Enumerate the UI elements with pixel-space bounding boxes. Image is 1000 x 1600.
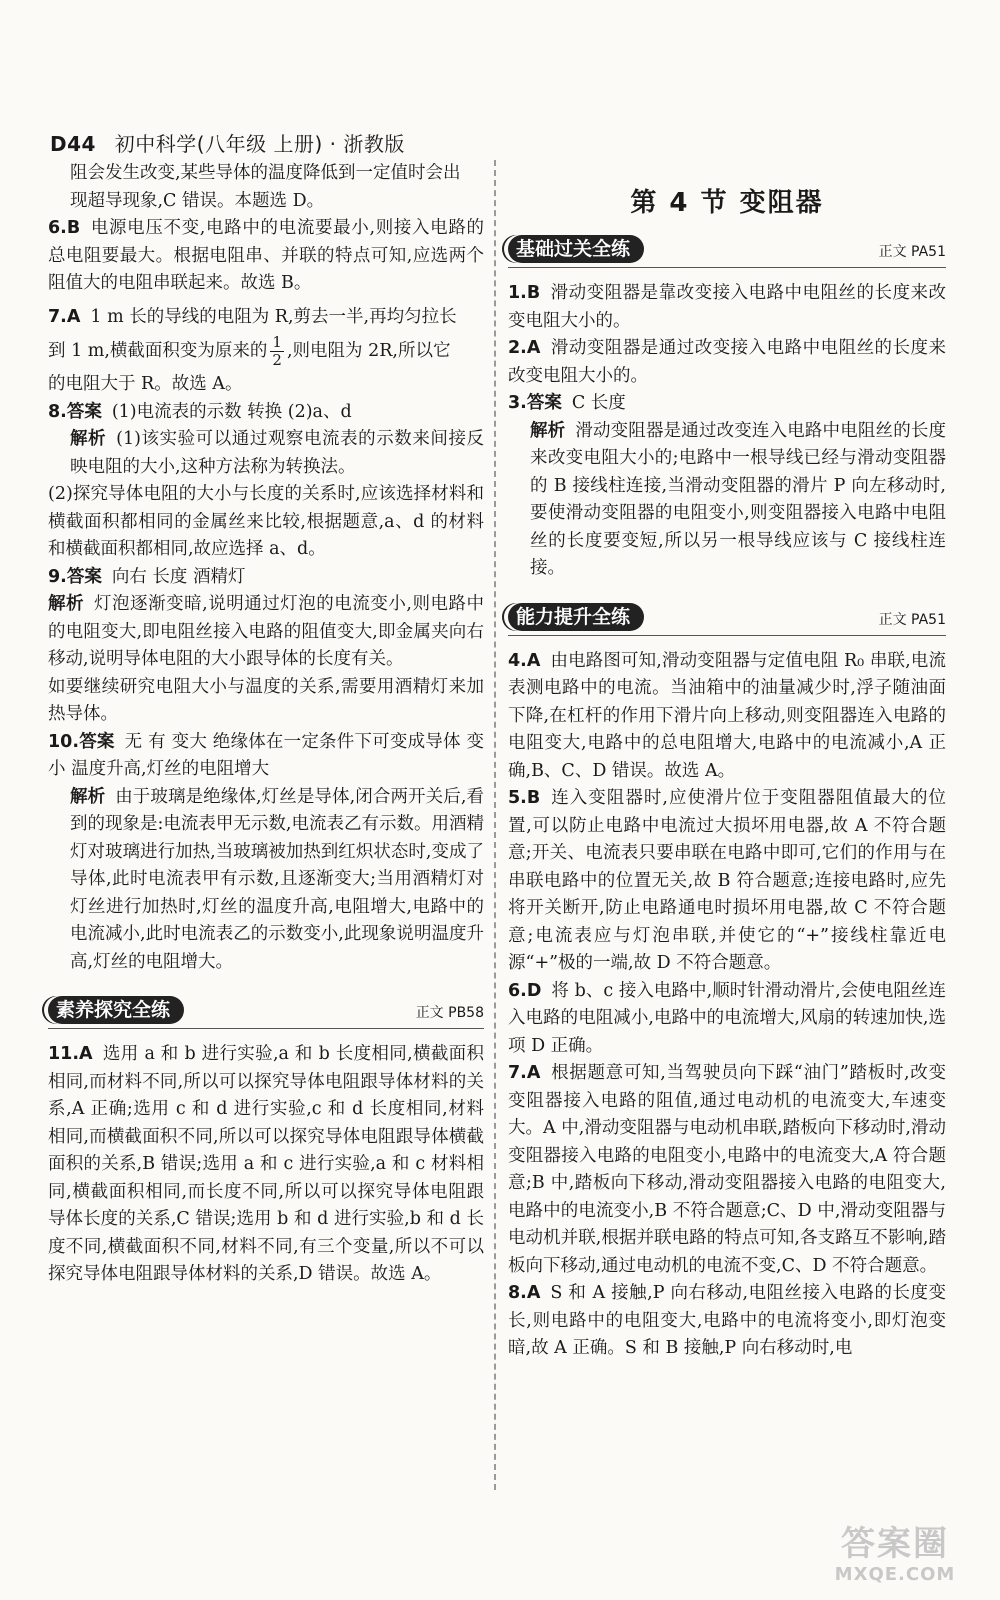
page-number: D44 <box>50 132 96 156</box>
fraction-denominator: 2 <box>272 351 282 369</box>
section-title: 第 4 节 变阻器 <box>630 188 824 218</box>
answer-7-line2 <box>48 331 484 371</box>
section-answer-8-number: 8.A <box>508 1283 541 1303</box>
section-answer-3-answer: C 长度 <box>571 393 626 413</box>
section-answer-4-text: 由电路图可知,滑动变阻器与定值电阻 R₀ 串联,电流表测电路中的电流。当油箱中的油量减少时,浮子随油面下降,在杠杆的作用下滑片向上移动,则变阻器连入电路的电阻变大,电路中的总电阻增大,电路中的电流减小,A 正确,B、C、D 错误。故选 A。 <box>508 650 946 781</box>
banner-ability-practice <box>508 601 946 636</box>
answer-7-line1: 1 m 长的导线的电阻为 R,剪去一半,再均匀拉长 <box>90 306 457 327</box>
answer-8-number: 8.答案 <box>48 401 102 422</box>
section-answer-3-number: 3.答案 <box>508 393 562 413</box>
page-header <box>50 128 405 157</box>
answer-7-line2-a: 到 1 m,横截面积变为原来的 <box>48 341 268 361</box>
analysis-label: 解析 <box>70 429 107 449</box>
answer-10-number: 10.答案 <box>48 731 115 752</box>
answer-11 <box>48 1041 484 1289</box>
answer-6 <box>48 215 484 298</box>
fraction-numerator: 1 <box>272 333 282 351</box>
continued-text-2: 现超导现象,C 错误。本题选 D。 <box>70 190 325 211</box>
answer-11-number: 11.A <box>48 1044 93 1064</box>
continued-text-1: 阻会发生改变,某些导体的温度降低到一定值时会出 <box>70 163 461 183</box>
answer-8-analysis-2: (2)探究导体电阻的大小与长度的关系时,应该选择材料和横截面积都相同的金属丝来比较,根据题意,a、d 的材料和横截面积都相同,故应选择 a、d。 <box>48 484 484 559</box>
answer-11-text: 选用 a 和 b 进行实验,a 和 b 长度相同,横截面积相同,而材料不同,所以可以探究导体电阻跟导体材料的关系,A 正确;选用 c 和 d 进行实验,c 和 d 长度相同,材料相同,而横截面积不同,所以可以探究导体电阻跟导体横截面积的关系,B 错误;选用 a 和 c 进行实验,a 和 c 材料相同,横截面积相同,而长度不同,所以可以探究导体电阻跟导体长度的关系,C 错误;选用 b 和 d 进行实验,b 和 d 长度不同,横截面积不同,材料不同,有三个变量,所以不可以探究导体电阻跟导体材料的关系,D 错误。故选 A。 <box>48 1044 484 1284</box>
banner-literacy-practice <box>48 994 484 1029</box>
answer-10 <box>48 729 484 784</box>
column-divider <box>494 160 496 1490</box>
answer-8-analysis <box>48 426 484 481</box>
right-column <box>508 160 946 1363</box>
answer-10-answer: 无 有 变大 绝缘体在一定条件下可变成导体 变小 温度升高,灯丝的电阻增大 <box>48 731 484 779</box>
banner-title: 能力提升全练 <box>508 603 644 631</box>
fraction-one-half <box>270 334 284 369</box>
section-answer-4 <box>508 648 946 786</box>
section-answer-1-number: 1.B <box>508 283 541 303</box>
watermark-logo <box>820 1524 970 1586</box>
answer-7-number: 7.A <box>48 306 81 327</box>
section-answer-2 <box>508 335 946 390</box>
answer-7 <box>48 304 484 332</box>
section-answer-3-analysis <box>508 418 946 583</box>
answer-10-analysis-text: 由于玻璃是绝缘体,灯丝是导体,闭合两开关后,看到的现象是:电流表甲无示数,电流表乙有示数。用酒精灯对玻璃进行加热,当玻璃被加热到红炽状态时,变成了导体,此时电流表甲有示数,且逐渐变大;当用酒精灯对灯丝进行加热时,灯丝的温度升高,电阻增大,电路中的电流减小,此时电流表乙的示数变小,此现象说明温度升高,灯丝的电阻增大。 <box>70 786 485 972</box>
watermark-line1: 答案圈 <box>841 1524 949 1564</box>
answer-9-analysis <box>48 591 484 674</box>
banner-title: 素养探究全练 <box>48 996 184 1024</box>
answer-7-line2-b: ,则电阻为 2R,所以它 <box>286 341 451 361</box>
analysis-label: 解析 <box>530 420 566 441</box>
section-answer-7 <box>508 1060 946 1280</box>
banner-title: 基础过关全练 <box>508 235 644 263</box>
answer-10-analysis <box>48 784 484 977</box>
answer-9-analysis-1: 灯泡逐渐变暗,说明通过灯泡的电流变小,则电路中的电阻变大,即电阻丝接入电路的阻值变大,即金属夹向右移动,说明导体电阻的大小跟导体的长度有关。 <box>48 594 484 669</box>
section-answer-6 <box>508 978 946 1061</box>
analysis-label: 解析 <box>70 786 106 807</box>
section-answer-8-text: S 和 A 接触,P 向右移动,电阻丝接入电路的长度变长,则电路中的电阻变大,电路中的电流将变小,即灯泡变暗,故 A 正确。S 和 B 接触,P 向右移动时,电 <box>508 1283 946 1358</box>
book-title: 初中科学(八年级 上册) · 浙教版 <box>114 132 405 156</box>
section-answer-2-text: 滑动变阻器是通过改变接入电路中电阻丝的长度来改变电阻大小的。 <box>508 338 946 386</box>
section-answer-1 <box>508 280 946 335</box>
answer-6-number: 6.B <box>48 218 81 238</box>
section-answer-7-text: 根据题意可知,当驾驶员向下踩“油门”踏板时,改变变阻器接入电路的阻值,通过电动机的电流变大,车速变大。A 中,滑动变阻器与电动机串联,踏板向下移动时,滑动变阻器接入电路的电阻变小,电路中的电流变大,A 符合题意;B 中,踏板向下移动,滑动变阻器接入电路的电阻变大,电路中的电流变小,B 不符合题意;C、D 中,滑动变阻器与电动机并联,根据并联电路的特点可知,各支路互不影响,踏板向下移动,通过电动机的电流不变,C、D 不符合题意。 <box>508 1063 946 1276</box>
answer-9-number: 9.答案 <box>48 566 102 587</box>
section-answer-3 <box>508 390 946 418</box>
banner-basic-practice <box>508 233 946 268</box>
section-answer-3-analysis-text: 滑动变阻器是通过改变连入电路中电阻丝的长度来改变电阻大小的;电路中一根导线已经与滑动变阻器的 B 接线柱连接,当滑动变阻器的滑片 P 向左移动时,要使滑动变阻器的电阻变小,则变阻器接入电路中电阻丝的长度要变短,所以另一根导线应该与 C 接线柱连接。 <box>530 420 947 578</box>
answer-8-answer: (1)电流表的示数 转换 (2)a、d <box>111 401 352 422</box>
section-answer-2-number: 2.A <box>508 338 541 358</box>
section-answer-6-number: 6.D <box>508 980 542 1001</box>
answer-9 <box>48 564 484 592</box>
watermark-line2: MXQE.COM <box>834 1564 956 1585</box>
analysis-label: 解析 <box>48 594 85 614</box>
answer-9-analysis-2: 如要继续研究电阻大小与温度的关系,需要用酒精灯来加热导体。 <box>48 676 484 724</box>
section-answer-7-number: 7.A <box>508 1063 541 1083</box>
section-answer-5 <box>508 785 946 978</box>
section-answer-4-number: 4.A <box>508 650 541 671</box>
left-column <box>48 160 484 1289</box>
answer-7-line3: 的电阻大于 R。故选 A。 <box>48 374 243 394</box>
section-answer-5-text: 连入变阻器时,应使滑片位于变阻器阻值最大的位置,可以防止电路中电流过大损坏用电器,故 A 不符合题意;开关、电流表只要串联在电路中即可,它们的作用与在串联电路中的位置无关,故 B 符合题意;连接电路时,应先将开关断开,防止电路通电时损坏用电器,故 C 不符合题意;电流表应与灯泡串联,并使它的“+”接线柱靠近电源“+”极的一端,故 D 不符合题意。 <box>508 788 946 973</box>
banner-page-ref: 正文 PB58 <box>415 1005 484 1021</box>
answer-9-answer: 向右 长度 酒精灯 <box>111 566 246 587</box>
answer-8 <box>48 399 484 427</box>
section-answer-5-number: 5.B <box>508 788 541 808</box>
section-answer-6-text: 将 b、c 接入电路中,顺时针滑动滑片,会使电阻丝连入电路的电阻减小,电路中的电流增大,风扇的转速加快,选项 D 正确。 <box>508 980 946 1056</box>
answer-8-analysis-1: (1)该实验可以通过观察电流表的示数来间接反映电阻的大小,这种方法称为转换法。 <box>70 429 485 477</box>
section-answer-1-text: 滑动变阻器是靠改变接入电路中电阻丝的长度来改变电阻大小的。 <box>508 283 946 331</box>
banner-page-ref: 正文 PA51 <box>878 611 946 628</box>
section-answer-8 <box>508 1280 946 1363</box>
banner-page-ref: 正文 PA51 <box>878 244 946 260</box>
answer-6-text: 电源电压不变,电路中的电流要最小,则接入电路的总电阻要最大。根据电阻串、并联的特点可知,应选两个阻值大的电阻串联起来。故选 B。 <box>48 218 484 293</box>
